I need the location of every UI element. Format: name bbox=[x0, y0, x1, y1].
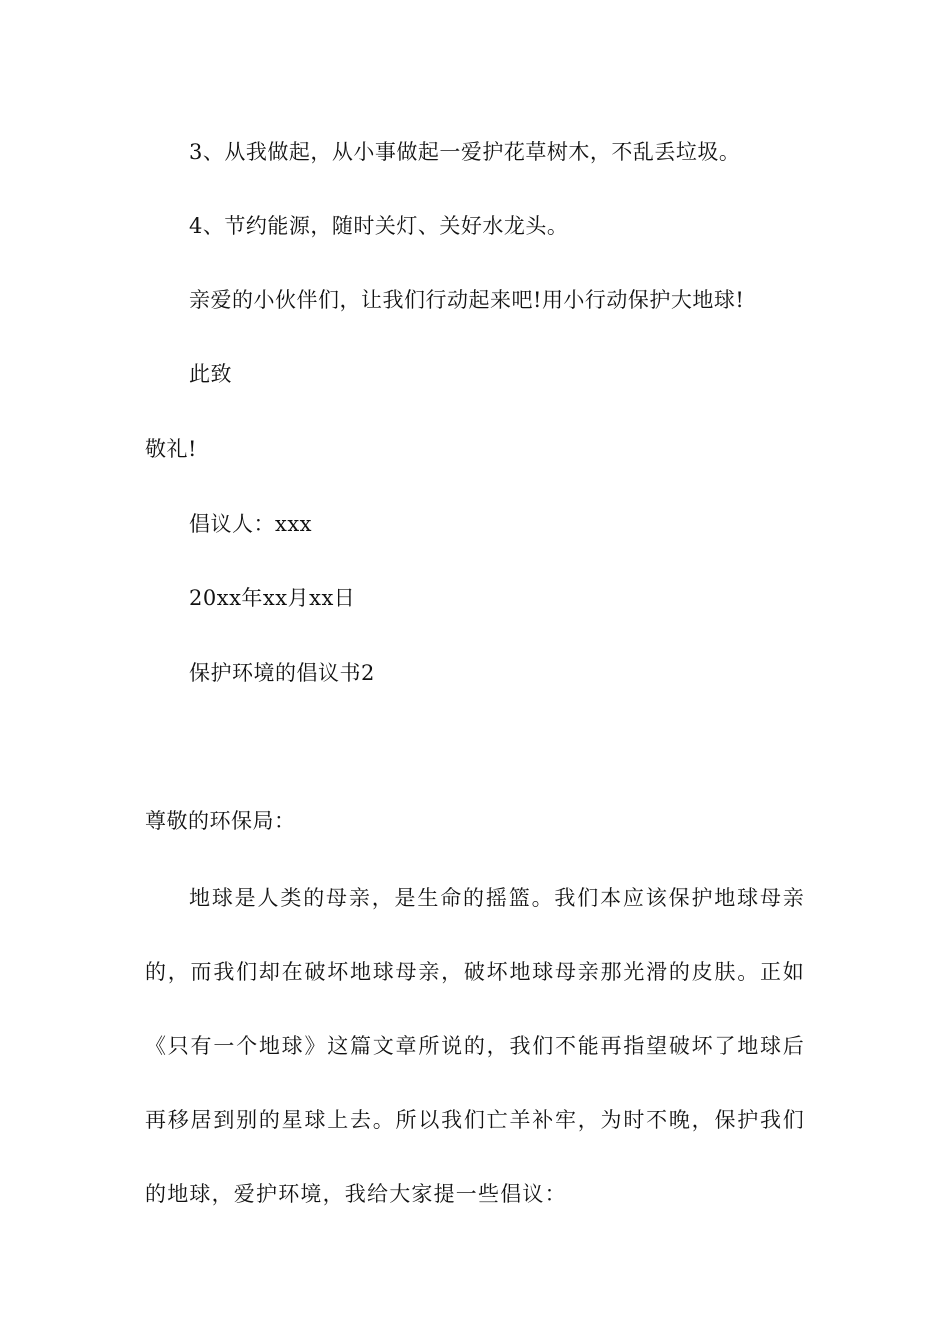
section-title: 保护环境的倡议书2 bbox=[189, 661, 375, 685]
closing-ci-zhi: 此致 bbox=[189, 362, 232, 386]
item-4: 4、节约能源，随时关灯、关好水龙头。 bbox=[189, 214, 569, 238]
closing-jing-li: 敬礼! bbox=[145, 437, 197, 461]
body-paragraph: 地球是人类的母亲，是生命的摇篮。我们本应该保护地球母亲的，而我们却在破坏地球母亲，破坏地球母亲那光滑的皮肤。正如《只有一个地球》这篇文章所说的，我们不能再指望破坏了地球后再移居到别的星球上去。所以我们亡羊补牢，为时不晚，保护我们的地球，爱护环境，我给大家提一些倡议： bbox=[145, 886, 805, 1206]
call-to-action: 亲爱的小伙伴们，让我们行动起来吧!用小行动保护大地球! bbox=[189, 288, 745, 312]
salutation: 尊敬的环保局： bbox=[145, 809, 296, 833]
signer: 倡议人：xxx bbox=[189, 512, 313, 536]
date: 20xx年xx月xx日 bbox=[189, 586, 356, 610]
item-3: 3、从我做起，从小事做起一爱护花草树木，不乱丢垃圾。 bbox=[189, 140, 741, 164]
